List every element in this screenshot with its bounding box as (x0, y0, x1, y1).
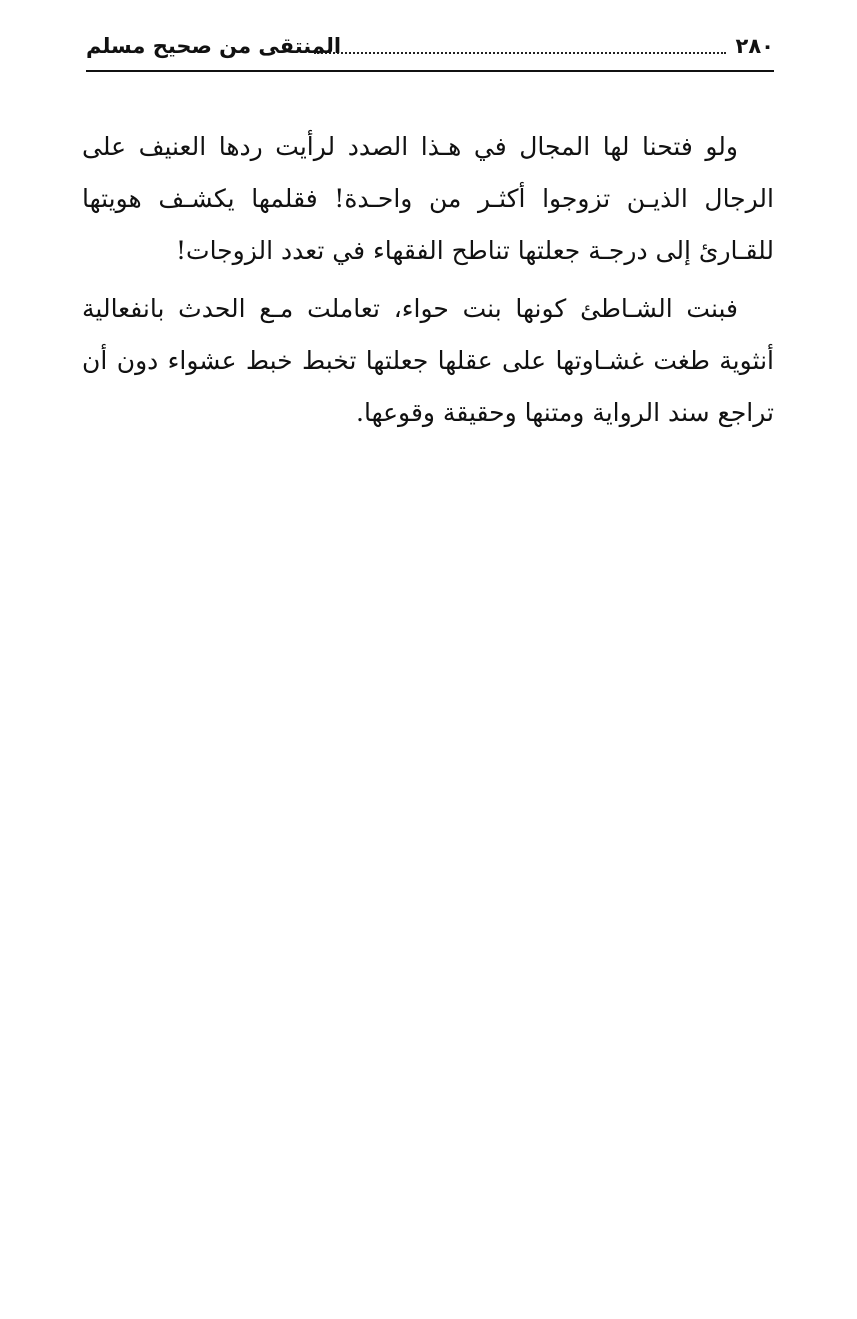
book-title: المنتقى من صحيح مسلم (86, 34, 342, 58)
page-number: ٢٨٠ (735, 34, 774, 58)
running-header (86, 30, 774, 70)
header-leader-dots (314, 52, 726, 54)
paragraph-2: فبنت الشـاطئ كونها بنت حواء، تعاملت مـع الحدث بانفعالية أنثوية طغت غشـاوتها على عقلها جعلتها تخبط خبط عشواء دون أن تراجع سند الرواية ومتنها وحقيقة وقوعها. (82, 294, 774, 427)
header-divider (86, 70, 774, 72)
paragraph-1: ولو فتحنا لها المجال في هـذا الصدد لرأيت ردها العنيف على الرجال الذيـن تزوجوا أكثـر من واحـدة! فقلمها يكشـف هويتها للقـارئ إلى درجـة جعلتها تناطح الفقهاء في تعدد الزوجات! (82, 132, 774, 265)
